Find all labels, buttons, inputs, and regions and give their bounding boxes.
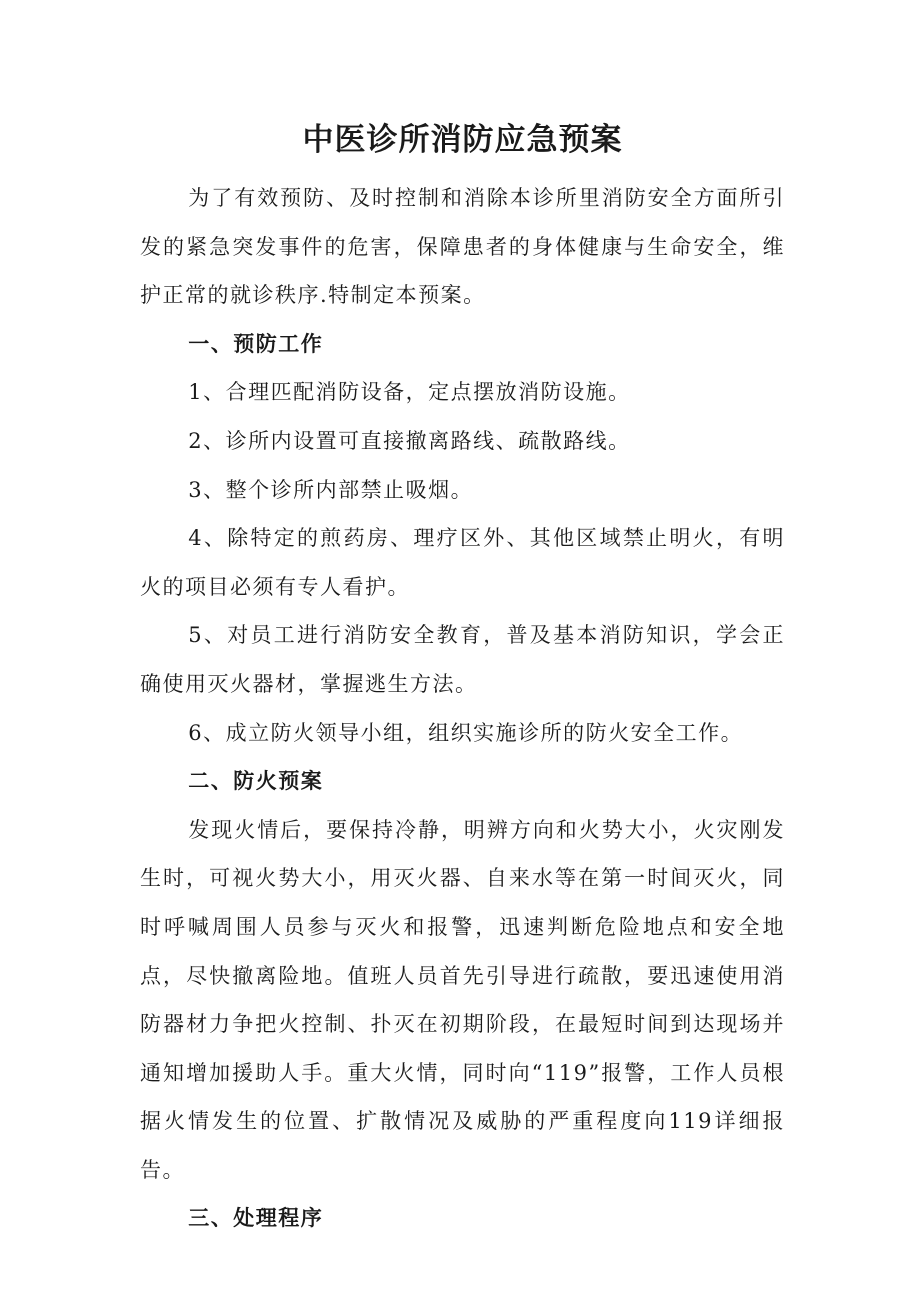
list-item: 4、除特定的煎药房、理疗区外、其他区域禁止明火，有明火的项目必须有专人看护。 [140,526,785,599]
document-title: 中医诊所消防应急预案 [302,122,623,158]
section-heading-prevention: 一、预防工作 [188,330,324,356]
list-item: 2、诊所内设置可直接撤离路线、疏散路线。 [188,428,631,453]
document-page [140,112,785,1243]
list-item: 1、合理匹配消防设备，定点摆放消防设施。 [188,380,631,405]
intro-paragraph: 为了有效预防、及时控制和消除本诊所里消防安全方面所引发的紧急突发事件的危害，保障患者的身体健康与生命安全，维护正常的就诊秩序.特制定本预案。 [140,186,785,308]
section-heading-fire-plan: 二、防火预案 [188,768,324,794]
section-heading-procedure: 三、处理程序 [188,1205,324,1231]
fire-plan-paragraph: 发现火情后，要保持冷静，明辨方向和火势大小，火灾刚发生时，可视火势大小，用灭火器、自来水等在第一时间灭火，同时呼喊周围人员参与灭火和报警，迅速判断危险地点和安全地点，尽快撤离险地。值班人员首先引导进行疏散，要迅速使用消防器材力争把火控制、扑灭在初期阶段，在最短时间到达现场并通知增加援助人手。重大火情，同时向“119”报警，工作人员根据火情发生的位置、扩散情况及威胁的严重程度向119详细报告。 [140,817,785,1182]
list-item: 5、对员工进行消防安全教育，普及基本消防知识，学会正确使用灭火器材，掌握逃生方法。 [140,623,785,696]
list-item: 6、成立防火领导小组，组织实施诊所的防火安全工作。 [188,720,744,745]
list-item: 3、整个诊所内部禁止吸烟。 [188,477,474,502]
